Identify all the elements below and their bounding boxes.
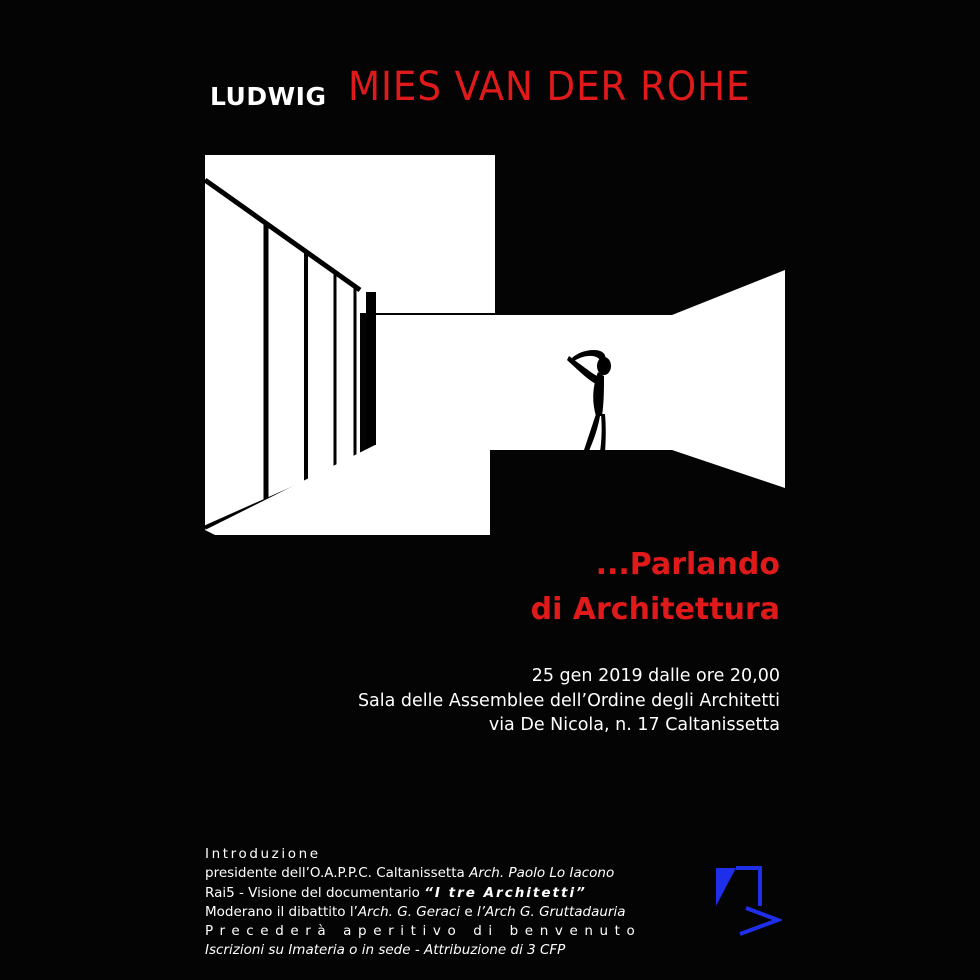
architects-order-logo-icon: [712, 866, 782, 936]
first-name-heading: LUDWIG: [210, 82, 327, 111]
logo-stroke-top: [736, 868, 760, 906]
documentary-line: [205, 884, 660, 903]
column: [366, 292, 376, 460]
logo-triangle: [716, 868, 736, 906]
intro-label: Introduzione: [205, 846, 321, 862]
documentary-title: “I tre Architetti”: [424, 884, 587, 901]
architecture-interior-illustration: [200, 150, 790, 545]
event-venue: Sala delle Assemblee dell’Ordine degli Architetti: [357, 690, 780, 711]
event-date-time: 25 gen 2019 dalle ore 20,00: [531, 666, 780, 686]
subtitle-line-1: ...Parlando: [595, 547, 780, 582]
surname-heading: MIES VAN DER ROHE: [348, 64, 751, 110]
moderators-line: [205, 903, 660, 922]
back-wall: [370, 315, 672, 465]
moderator-2: l’Arch G. Gruttadauria: [476, 903, 626, 920]
credits-block: [205, 845, 660, 961]
registration-line: Iscrizioni su Imateria o in sede - Attribuzione di 3 CFP: [205, 942, 566, 959]
aperitivo-line: Precederà aperitivo di benvenuto: [205, 923, 642, 940]
moderator-1: Arch. G. Geraci: [357, 903, 461, 920]
event-details: [358, 664, 780, 738]
subtitle: [531, 542, 780, 632]
moderators-prefix: Moderano il dibattito l’: [205, 903, 358, 920]
event-address: via De Nicola, n. 17 Caltanissetta: [488, 715, 780, 735]
president-name: Arch. Paolo Lo Iacono: [469, 865, 615, 882]
logo-stroke-bottom: [740, 908, 778, 934]
moderators-join: e: [460, 903, 477, 920]
rai-prefix: Rai5 - Visione del documentario: [205, 884, 420, 901]
subtitle-line-2: di Architettura: [530, 592, 780, 627]
president-prefix: presidente dell’O.A.P.P.C. Caltanissetta: [205, 865, 465, 882]
right-wall: [672, 270, 785, 488]
president-line: [205, 864, 660, 883]
